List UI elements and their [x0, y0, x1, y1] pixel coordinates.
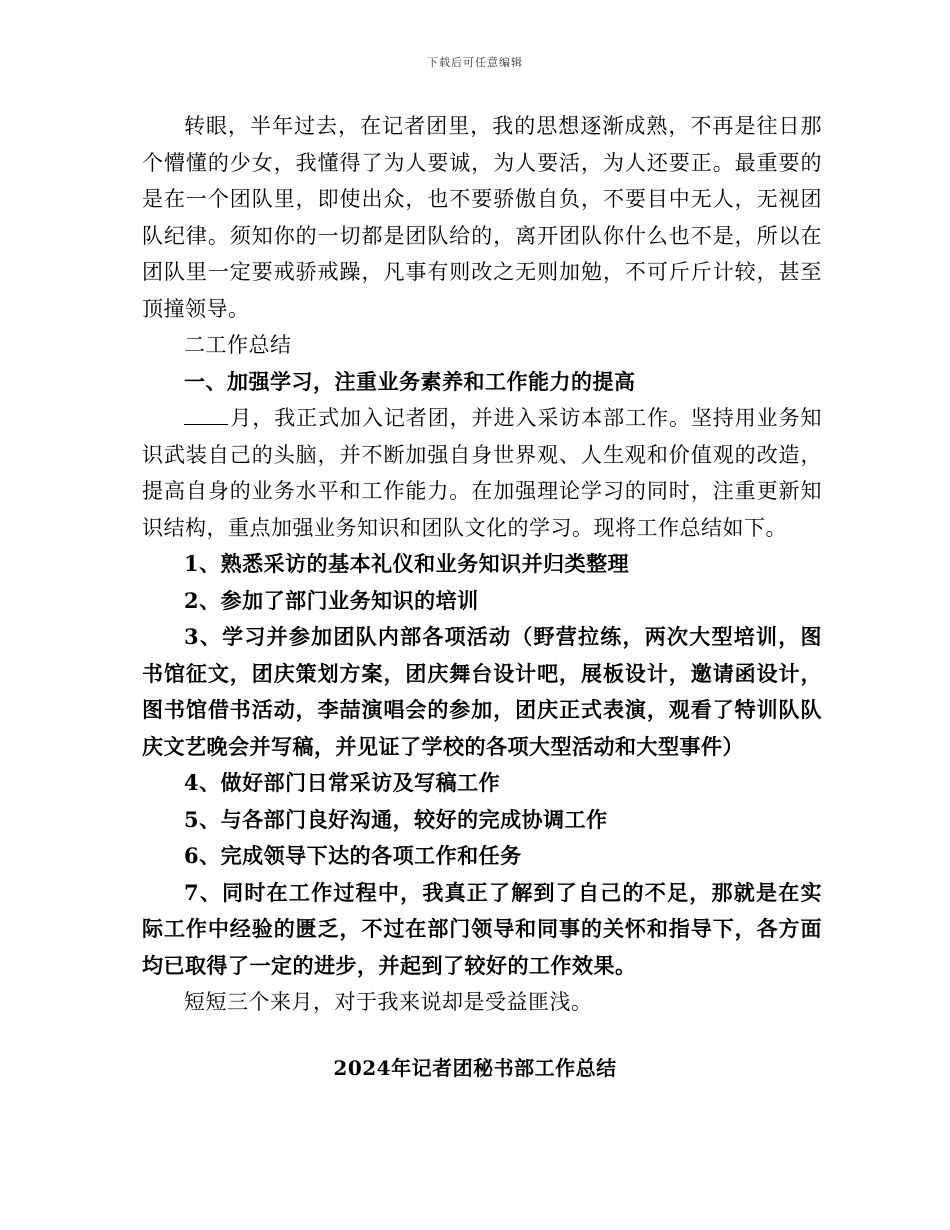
download-note: 下载后可任意编辑 [427, 56, 523, 69]
section-heading-work-summary: 二工作总结 [184, 333, 292, 357]
next-document-title: 2024年记者团秘书部工作总结 [333, 1056, 617, 1080]
paragraph-joining [142, 400, 822, 546]
list-item-4: 4、做好部门日常采访及写稿工作 [184, 770, 501, 795]
list-item-5: 5、与各部门良好沟通，较好的完成协调工作 [184, 806, 608, 832]
list-item-6: 6、完成领导下达的各项工作和任务 [184, 843, 522, 868]
list-item-3: 3、学习并参加团队内部各项活动（野营拉练，两次大型培训，图书馆征文，团庆策划方案，团庆舞台设计吧，展板设计，邀请函设计，图书馆借书活动，李喆演唱会的参加，团庆正式表演，观看了特训队队庆文艺晚会并写稿，并见证了学校的各项大型活动和大型事件） [142, 624, 822, 759]
paragraph-joining-text: 月，我正式加入记者团，并进入采访本部工作。坚持用业务知识武装自己的头脑，并不断加强自身世界观、人生观和价值观的改造，提高自身的业务水平和工作能力。在加强理论学习的同时，注重更新知识结构，重点加强业务知识和团队文化的学习。现将工作总结如下。 [142, 406, 822, 540]
list-item-2: 2、参加了部门业务知识的培训 [184, 587, 479, 613]
list-item-7: 7、同时在工作过程中，我真正了解到了自己的不足，那就是在实际工作中经验的匮乏，不过在部门领导和同事的关怀和指导下，各方面均已取得了一定的进步，并起到了较好的工作效果。 [142, 879, 822, 978]
list-item-1: 1、熟悉采访的基本礼仪和业务知识并归类整理 [184, 551, 630, 576]
paragraph-reflection: 转眼，半年过去，在记者团里，我的思想逐渐成熟，不再是往日那个懵懂的少女，我懂得了为人要诚，为人要活，为人还要正。最重要的是在一个团队里，即使出众，也不要骄傲自负，不要目中无人，无视团队纪律。须知你的一切都是团队给的，离开团队你什么也不是，所以在团队里一定要戒骄戒躁，凡事有则改之无则加勉，不可斤斤计较，甚至顶撞领导。 [142, 114, 822, 321]
document-body [142, 108, 822, 1021]
subheading-strengthen-learning: 一、加强学习，注重业务素养和工作能力的提高 [184, 368, 636, 394]
paragraph-closing: 短短三个来月，对于我来说却是受益匪浅。 [184, 990, 593, 1014]
fill-in-blank [184, 423, 228, 425]
